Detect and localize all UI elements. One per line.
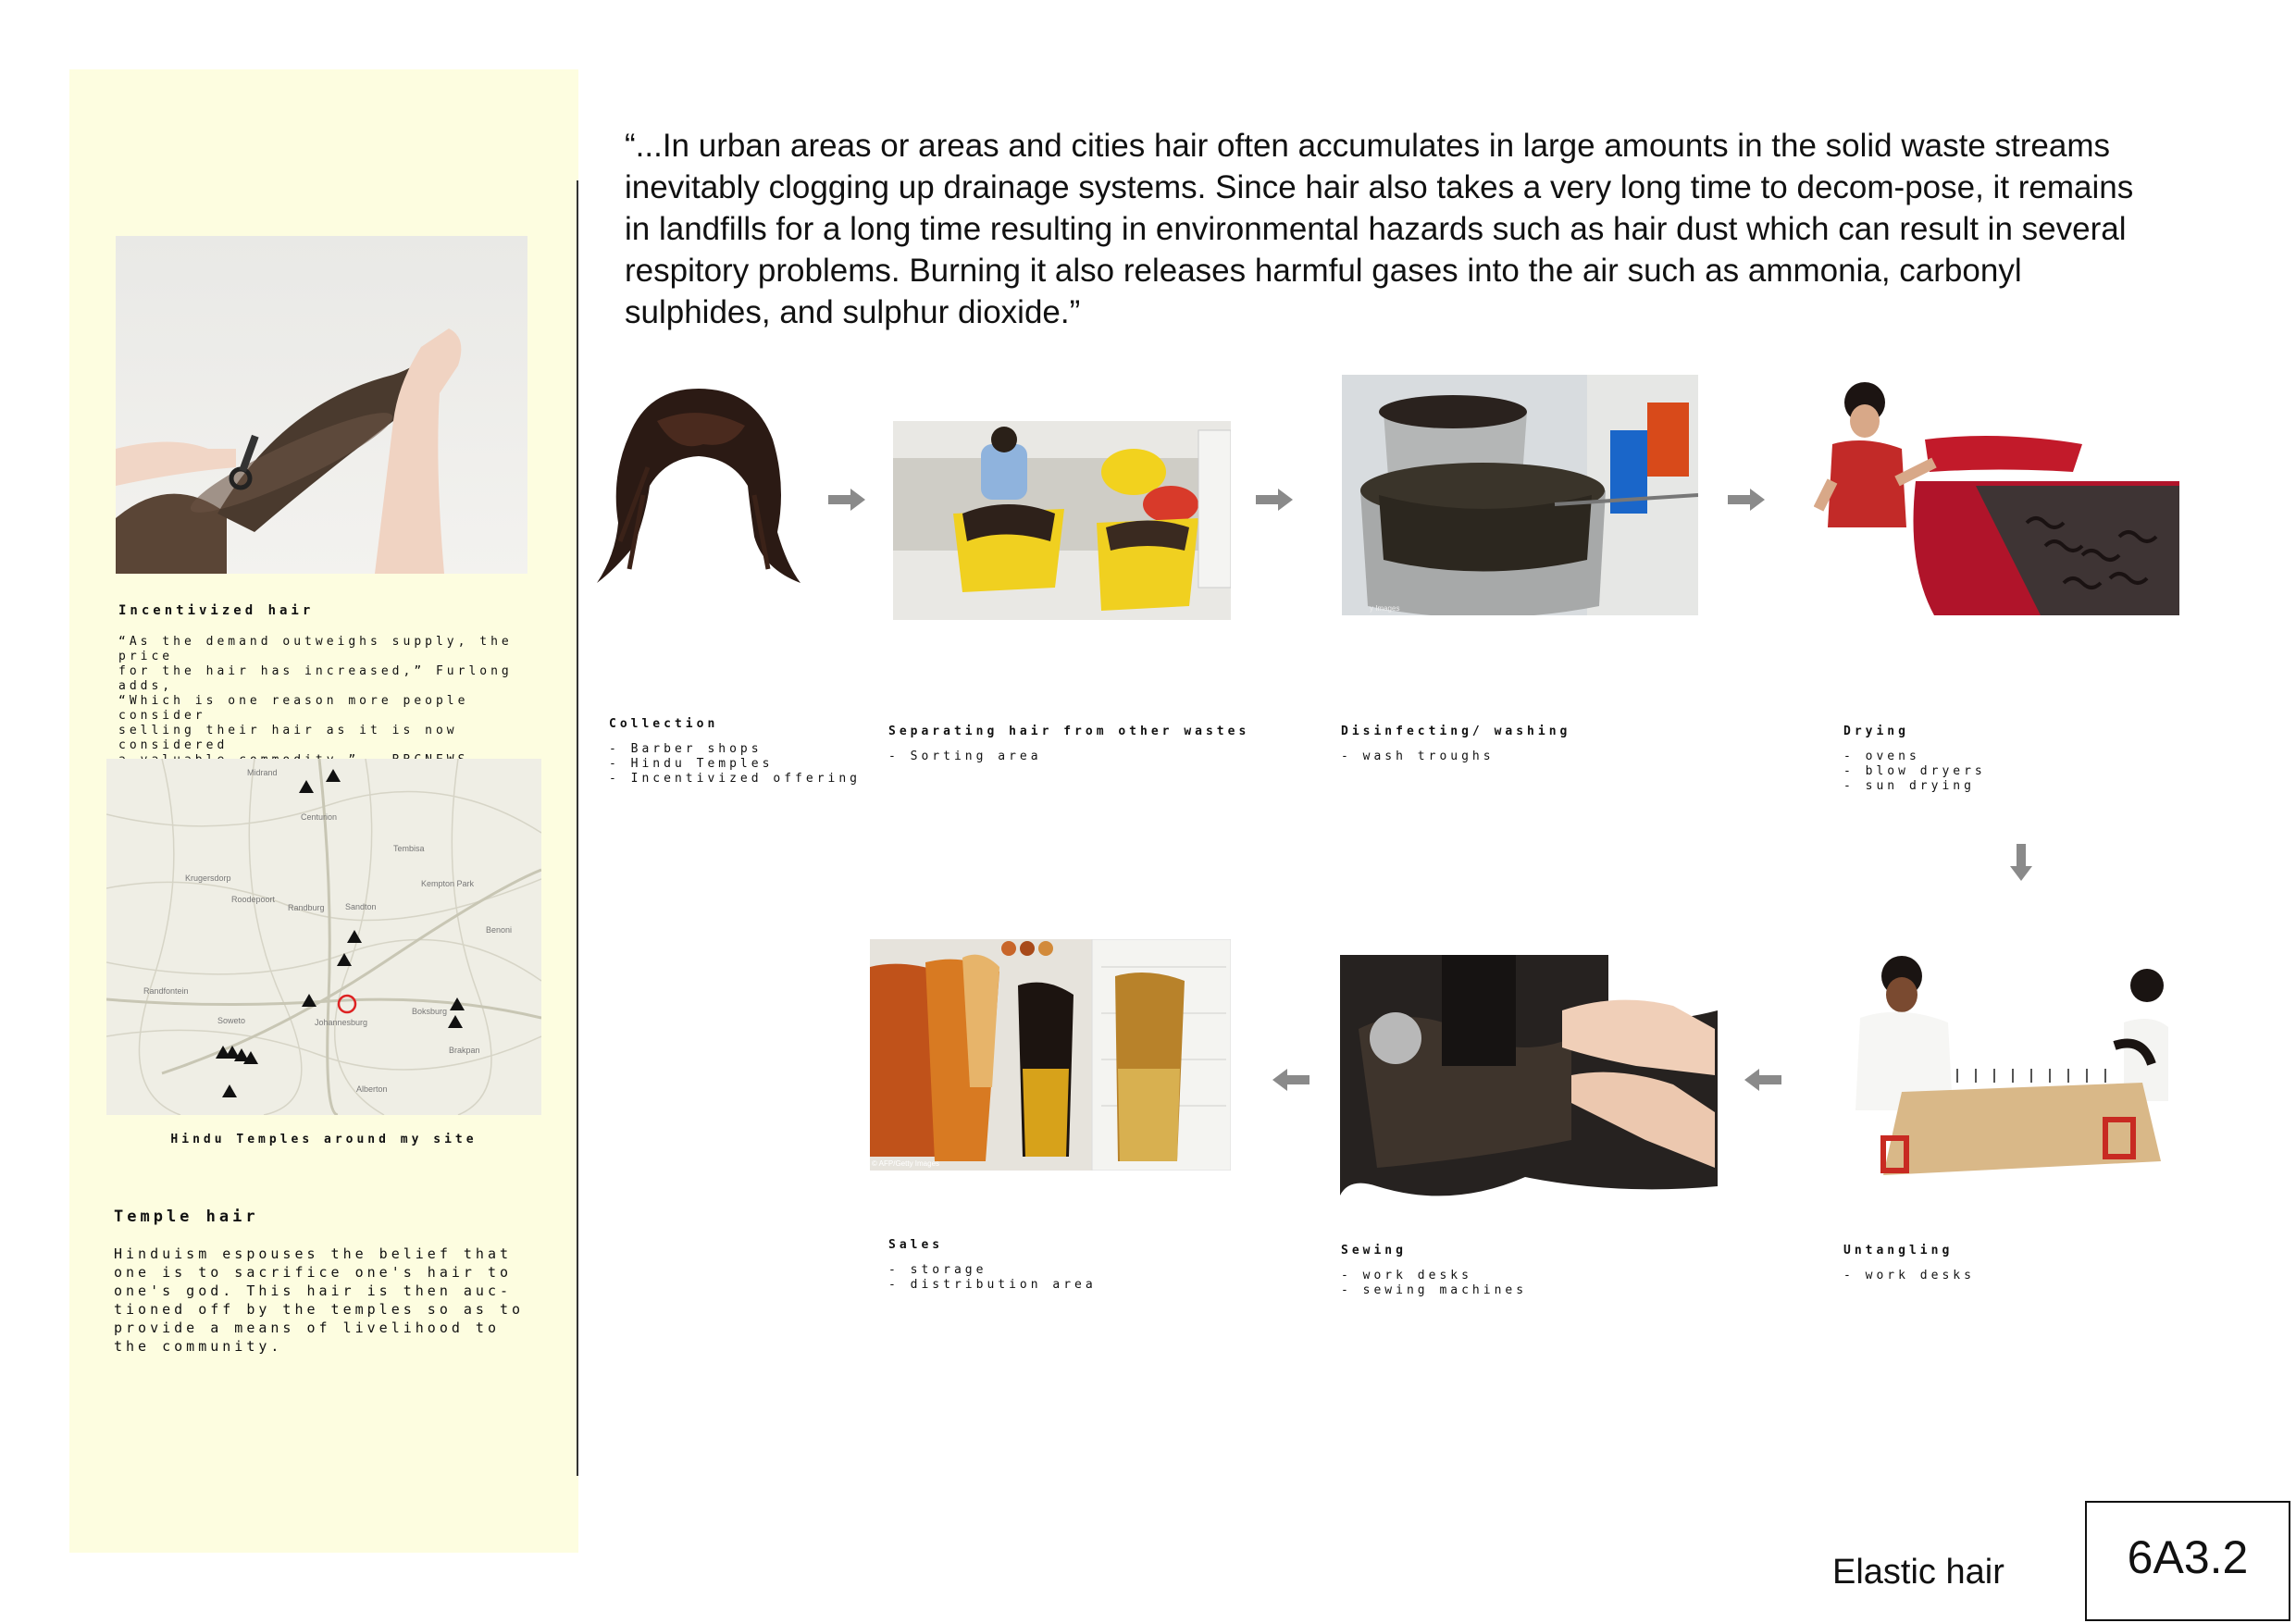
map-label: Randburg xyxy=(288,903,325,912)
map-label: Boksburg xyxy=(412,1007,448,1016)
step-items: - ovens - blow dryers - sun drying xyxy=(1843,750,1986,793)
incentivized-text: “As the demand outweighs supply, the price for the hair has increased,” Furlong adds, “Which is one reason more people consider selling their hair as it is now considered xyxy=(118,635,513,752)
step-collection xyxy=(609,717,868,787)
map-label: Johannesburg xyxy=(315,1018,368,1027)
arrow-icon xyxy=(1272,1069,1309,1091)
arrow-icon xyxy=(1256,489,1293,511)
photo-credit: © AFP/Getty Images xyxy=(872,1159,940,1168)
step-title: Collection xyxy=(609,717,719,731)
wig-photo xyxy=(592,384,805,597)
untangling-photo xyxy=(1846,953,2168,1184)
drying-photo xyxy=(1814,379,2179,615)
map-label: Centurion xyxy=(301,812,338,822)
step-sewing xyxy=(1341,1244,1619,1298)
map-label: Midrand xyxy=(247,768,278,777)
map-label: Tembisa xyxy=(393,844,425,853)
step-drying xyxy=(1843,725,2103,794)
washing-photo xyxy=(1342,375,1698,615)
step-disinfecting xyxy=(1341,725,1637,764)
incentivized-title: Incentivized hair xyxy=(118,603,315,618)
step-title: Untangling xyxy=(1843,1244,1954,1258)
arrow-icon xyxy=(2010,844,2032,881)
step-title: Drying xyxy=(1843,725,1909,738)
step-title: Separating hair from other wastes xyxy=(888,725,1250,738)
project-title: Elastic hair xyxy=(1832,1553,2004,1592)
temple-map xyxy=(106,759,541,1115)
step-items: - Sorting area xyxy=(888,750,1042,763)
map-label: Kempton Park xyxy=(421,879,475,888)
incentivized-hair-photo xyxy=(116,236,527,574)
map-label: Randfontein xyxy=(143,986,189,996)
step-title: Disinfecting/ washing xyxy=(1341,725,1571,738)
step-items: - work desks xyxy=(1843,1269,1975,1282)
map-label: Brakpan xyxy=(449,1046,480,1055)
step-sales xyxy=(888,1238,1166,1293)
map-label: Sandton xyxy=(345,902,377,911)
arrow-icon xyxy=(828,489,865,511)
step-title: Sales xyxy=(888,1238,944,1252)
map-label: Soweto xyxy=(217,1016,246,1025)
step-untangling xyxy=(1843,1244,2103,1283)
step-separating xyxy=(888,725,1259,764)
photo-credit: y Images xyxy=(1370,604,1400,613)
arrow-icon xyxy=(1744,1069,1781,1091)
map-label: Krugersdorp xyxy=(185,873,231,883)
sewing-photo xyxy=(1340,955,1718,1205)
step-items: - work desks - sewing machines xyxy=(1341,1269,1528,1297)
step-items: - storage - distribution area xyxy=(888,1263,1097,1292)
map-label: Roodepoort xyxy=(231,895,276,904)
map-label: Alberton xyxy=(356,1084,388,1094)
temple-title: Temple hair xyxy=(114,1208,259,1226)
step-items: - wash troughs xyxy=(1341,750,1495,763)
sheet-code: 6A3.2 xyxy=(2127,1531,2249,1583)
divider-line xyxy=(577,180,578,1476)
step-title: Sewing xyxy=(1341,1244,1407,1258)
sheet-code-box xyxy=(2085,1501,2290,1621)
temple-text: Hinduism espouses the belief that one is to sacrifice one's hair to one's god. This hair is then auc- tioned off by the temples so as to provide a means of livelihood to the community. xyxy=(114,1245,525,1355)
quote-text: “...In urban areas or areas and cities hair often accumulates in large amounts in the solid waste streams inevitably clogging up drainage systems. Since hair also takes a very long time to decom-pose, it remains in landfills for a long time resulting in environmental hazards such as hair dust which can result in several respitory problems. Burning it also releases harmful gases into the air such as ammonia, carbonyl sulphides, and sulphur dioxide.” xyxy=(625,128,2134,330)
arrow-icon xyxy=(1728,489,1765,511)
step-items: - Barber shops - Hindu Temples - Incentivized offering xyxy=(609,742,862,786)
map-caption: Hindu Temples around my site xyxy=(170,1133,478,1146)
sorting-photo xyxy=(893,421,1231,620)
sales-photo xyxy=(870,939,1231,1171)
map-label: Benoni xyxy=(486,925,513,935)
